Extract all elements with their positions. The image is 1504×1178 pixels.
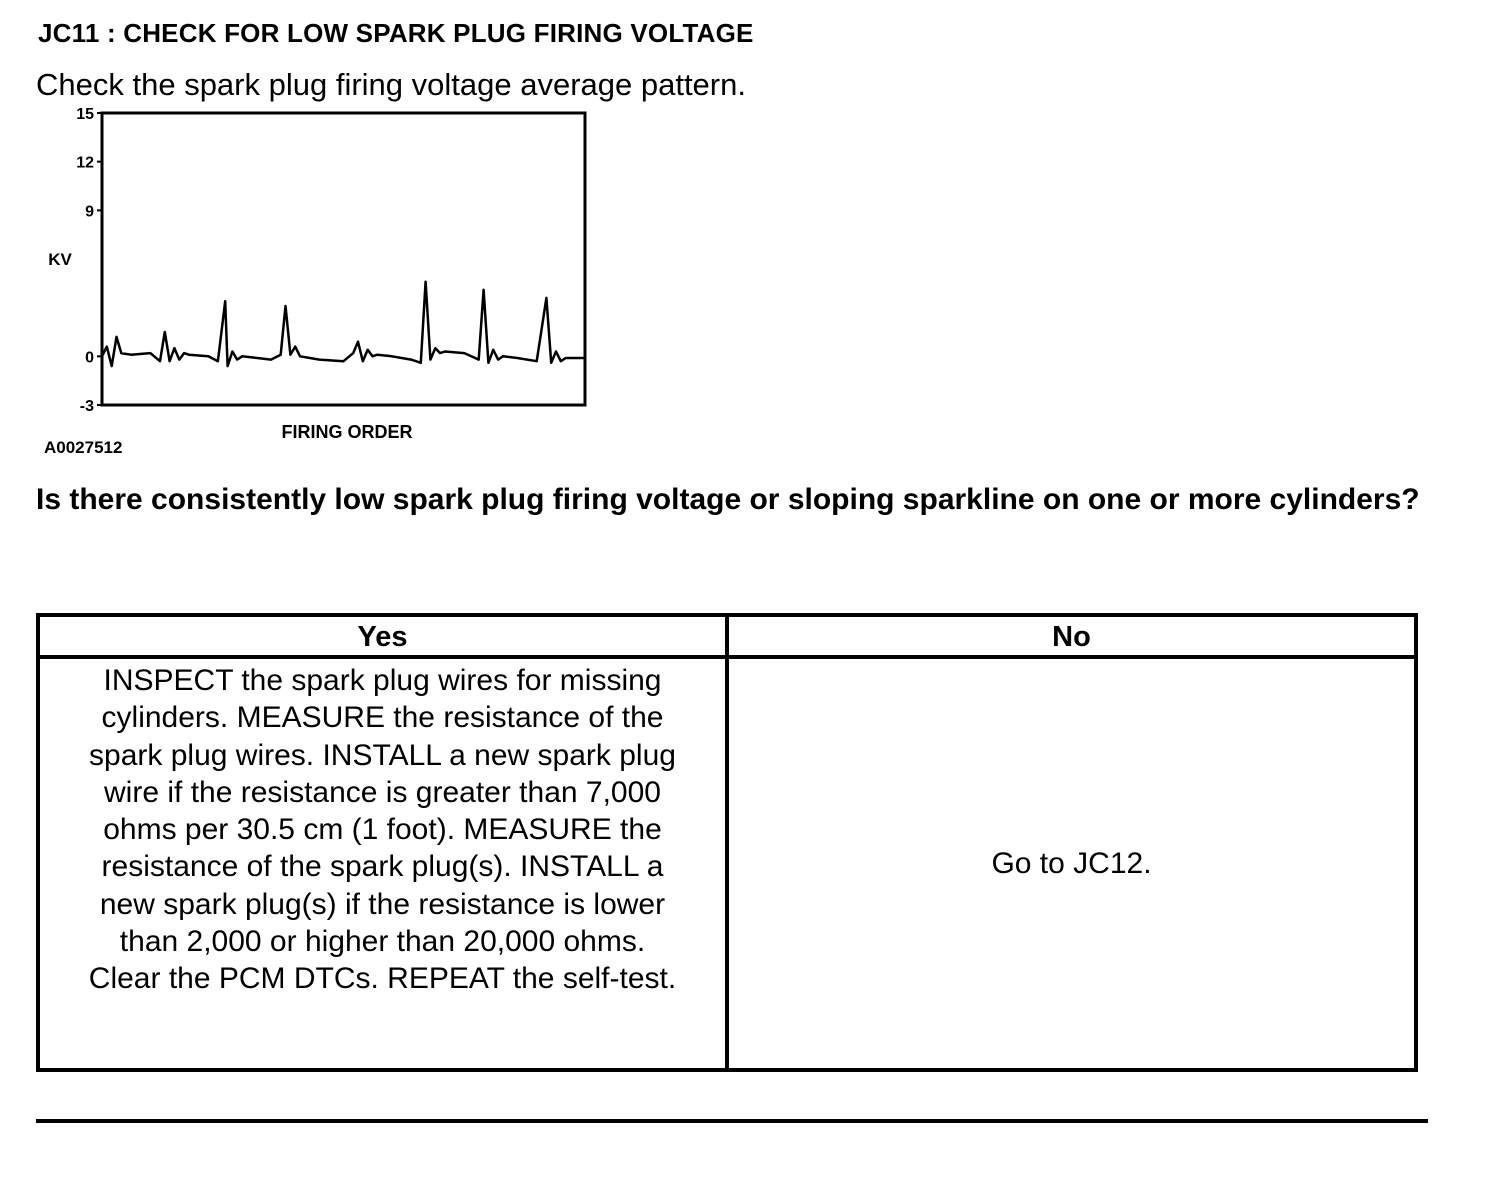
yes-line: cylinders. MEASURE the resistance of the: [101, 701, 664, 735]
firing-voltage-chart: [36, 102, 636, 467]
x-axis-label: FIRING ORDER: [281, 422, 413, 442]
y-axis-label: KV: [48, 250, 72, 269]
page-title: JC11 : CHECK FOR LOW SPARK PLUG FIRING VOLTAGE: [38, 18, 754, 48]
firing-voltage-series-line: [102, 282, 585, 366]
no-action-text: Go to JC12.: [991, 846, 1152, 880]
bottom-divider: [36, 1119, 1428, 1123]
yes-column-header: Yes: [357, 621, 408, 653]
yes-line: INSPECT the spark plug wires for missing: [103, 664, 662, 697]
y-tick-label: 15: [76, 106, 94, 123]
question-text: Is there consistently low spark plug firing voltage or sloping sparkline on one or more cylinders?: [36, 483, 1420, 516]
no-column-header: No: [1052, 621, 1091, 653]
yes-line: new spark plug(s) if the resistance is lower: [99, 887, 666, 921]
no-action-cell: [729, 659, 1414, 1068]
yes-action-cell: [42, 659, 723, 1068]
instruction-text: Check the spark plug firing voltage average pattern.: [36, 67, 746, 102]
yes-line: than 2,000 or higher than 20,000 ohms.: [119, 925, 646, 959]
y-tick-label: 12: [76, 154, 94, 172]
y-tick-label: 9: [85, 203, 94, 221]
yes-line: wire if the resistance is greater than 7,000: [104, 775, 661, 809]
figure-id: A0027512: [44, 438, 123, 457]
yes-line: Clear the PCM DTCs. REPEAT the self-test.: [88, 962, 677, 996]
yes-line: resistance of the spark plug(s). INSTALL a: [101, 850, 664, 884]
yes-line: ohms per 30.5 cm (1 foot). MEASURE the: [103, 813, 662, 847]
yes-line: spark plug wires. INSTALL a new spark plug: [89, 738, 676, 772]
firing-voltage-figure: [36, 102, 636, 467]
decision-table: [36, 613, 1418, 1072]
y-tick-label: 0: [85, 349, 94, 367]
y-tick-label: -3: [79, 398, 94, 415]
